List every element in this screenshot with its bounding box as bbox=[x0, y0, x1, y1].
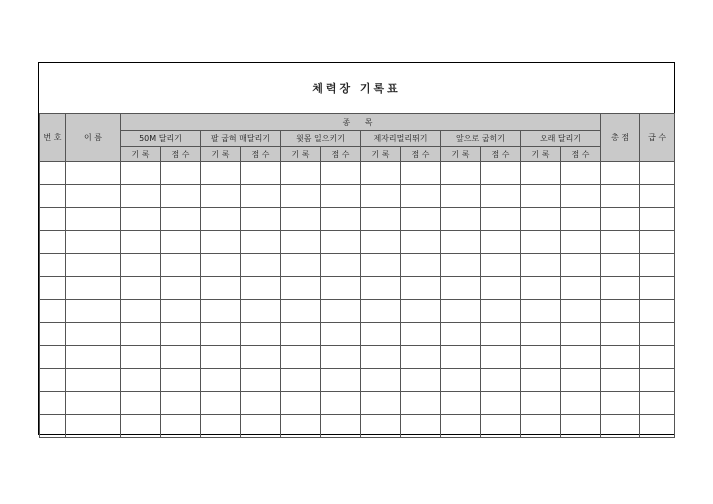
table-cell[interactable] bbox=[361, 346, 401, 369]
table-cell[interactable] bbox=[281, 231, 321, 254]
table-cell[interactable] bbox=[281, 369, 321, 392]
table-cell[interactable] bbox=[601, 277, 640, 300]
table-cell[interactable] bbox=[241, 346, 281, 369]
table-cell[interactable] bbox=[561, 415, 601, 438]
table-cell[interactable] bbox=[281, 300, 321, 323]
table-cell[interactable] bbox=[401, 277, 441, 300]
header-event: 제자리멀리뛰기 bbox=[361, 131, 441, 147]
table-cell[interactable] bbox=[441, 277, 481, 300]
table-cell[interactable] bbox=[121, 277, 161, 300]
table-cell[interactable] bbox=[561, 300, 601, 323]
table-cell[interactable] bbox=[201, 208, 241, 231]
table-row bbox=[40, 208, 675, 231]
table-cell[interactable] bbox=[521, 346, 561, 369]
table-cell[interactable] bbox=[281, 208, 321, 231]
table-cell[interactable] bbox=[201, 231, 241, 254]
table-cell[interactable] bbox=[161, 323, 201, 346]
table-cell[interactable] bbox=[40, 323, 66, 346]
table-cell[interactable] bbox=[601, 369, 640, 392]
table-cell[interactable] bbox=[481, 162, 521, 185]
table-cell[interactable] bbox=[161, 231, 201, 254]
table-cell[interactable] bbox=[441, 254, 481, 277]
table-cell[interactable] bbox=[481, 208, 521, 231]
table-cell[interactable] bbox=[361, 254, 401, 277]
table-cell[interactable] bbox=[201, 185, 241, 208]
table-cell[interactable] bbox=[321, 415, 361, 438]
table-cell[interactable] bbox=[40, 185, 66, 208]
table-cell[interactable] bbox=[601, 300, 640, 323]
table-cell[interactable] bbox=[601, 208, 640, 231]
header-score: 점 수 bbox=[321, 147, 361, 162]
table-cell[interactable] bbox=[640, 392, 675, 415]
header-score: 점 수 bbox=[561, 147, 601, 162]
header-score: 점 수 bbox=[161, 147, 201, 162]
table-cell[interactable] bbox=[161, 369, 201, 392]
sheet-title: 체력장 기록표 bbox=[312, 82, 401, 95]
table-cell[interactable] bbox=[640, 185, 675, 208]
table-cell[interactable] bbox=[481, 323, 521, 346]
table-cell[interactable] bbox=[201, 162, 241, 185]
table-cell[interactable] bbox=[601, 231, 640, 254]
table-cell[interactable] bbox=[361, 208, 401, 231]
table-cell[interactable] bbox=[281, 185, 321, 208]
table-cell[interactable] bbox=[321, 323, 361, 346]
table-cell[interactable] bbox=[601, 185, 640, 208]
table-cell[interactable] bbox=[40, 254, 66, 277]
table-cell[interactable] bbox=[521, 369, 561, 392]
table-cell[interactable] bbox=[321, 369, 361, 392]
table-cell[interactable] bbox=[361, 392, 401, 415]
table-cell[interactable] bbox=[401, 369, 441, 392]
table-cell[interactable] bbox=[521, 277, 561, 300]
table-cell[interactable] bbox=[481, 185, 521, 208]
table-cell[interactable] bbox=[40, 231, 66, 254]
table-cell[interactable] bbox=[401, 231, 441, 254]
table-cell[interactable] bbox=[561, 208, 601, 231]
table-cell[interactable] bbox=[161, 415, 201, 438]
header-score: 점 수 bbox=[481, 147, 521, 162]
table-cell[interactable] bbox=[441, 185, 481, 208]
header-event: 50M 달리기 bbox=[121, 131, 201, 147]
table-cell[interactable] bbox=[521, 254, 561, 277]
table-cell[interactable] bbox=[66, 323, 121, 346]
table-cell[interactable] bbox=[321, 185, 361, 208]
table-cell[interactable] bbox=[241, 231, 281, 254]
header-events-group: 종 목 bbox=[121, 114, 601, 131]
table-cell[interactable] bbox=[321, 208, 361, 231]
table-cell[interactable] bbox=[281, 162, 321, 185]
table-cell[interactable] bbox=[66, 369, 121, 392]
table-cell[interactable] bbox=[640, 300, 675, 323]
table-cell[interactable] bbox=[161, 392, 201, 415]
table-cell[interactable] bbox=[281, 392, 321, 415]
table-cell[interactable] bbox=[561, 162, 601, 185]
table-cell[interactable] bbox=[601, 162, 640, 185]
table-cell[interactable] bbox=[361, 415, 401, 438]
table-cell[interactable] bbox=[521, 300, 561, 323]
table-cell[interactable] bbox=[66, 346, 121, 369]
table-cell[interactable] bbox=[640, 254, 675, 277]
table-cell[interactable] bbox=[40, 346, 66, 369]
table-cell[interactable] bbox=[40, 277, 66, 300]
table-cell[interactable] bbox=[40, 415, 66, 438]
table-cell[interactable] bbox=[161, 185, 201, 208]
table-cell[interactable] bbox=[201, 254, 241, 277]
table-row bbox=[40, 392, 675, 415]
table-cell[interactable] bbox=[40, 392, 66, 415]
table-cell[interactable] bbox=[481, 300, 521, 323]
table-cell[interactable] bbox=[640, 231, 675, 254]
table-cell[interactable] bbox=[361, 162, 401, 185]
table-cell[interactable] bbox=[40, 162, 66, 185]
table-cell[interactable] bbox=[201, 392, 241, 415]
table-cell[interactable] bbox=[441, 369, 481, 392]
header-number: 번 호 bbox=[40, 114, 66, 162]
table-cell[interactable] bbox=[601, 415, 640, 438]
table-cell[interactable] bbox=[321, 392, 361, 415]
table-cell[interactable] bbox=[321, 231, 361, 254]
table-cell[interactable] bbox=[401, 346, 441, 369]
table-cell[interactable] bbox=[561, 231, 601, 254]
header-event: 윗몸 일으키기 bbox=[281, 131, 361, 147]
table-cell[interactable] bbox=[201, 277, 241, 300]
table-cell[interactable] bbox=[640, 277, 675, 300]
table-cell[interactable] bbox=[361, 300, 401, 323]
table-cell[interactable] bbox=[241, 185, 281, 208]
table-cell[interactable] bbox=[121, 254, 161, 277]
table-cell[interactable] bbox=[321, 346, 361, 369]
table-cell[interactable] bbox=[561, 346, 601, 369]
table-cell[interactable] bbox=[281, 415, 321, 438]
table-cell[interactable] bbox=[401, 415, 441, 438]
table-cell[interactable] bbox=[321, 254, 361, 277]
table-cell[interactable] bbox=[40, 369, 66, 392]
table-cell[interactable] bbox=[361, 185, 401, 208]
table-cell[interactable] bbox=[401, 208, 441, 231]
table-row bbox=[40, 231, 675, 254]
table-cell[interactable] bbox=[161, 300, 201, 323]
header-record: 기 록 bbox=[521, 147, 561, 162]
table-cell[interactable] bbox=[201, 346, 241, 369]
table-cell[interactable] bbox=[521, 231, 561, 254]
table-cell[interactable] bbox=[481, 231, 521, 254]
table-cell[interactable] bbox=[121, 415, 161, 438]
table-cell[interactable] bbox=[66, 415, 121, 438]
table-cell[interactable] bbox=[601, 323, 640, 346]
table-cell[interactable] bbox=[241, 254, 281, 277]
header-record: 기 록 bbox=[441, 147, 481, 162]
table-cell[interactable] bbox=[401, 162, 441, 185]
table-cell[interactable] bbox=[441, 162, 481, 185]
table-cell[interactable] bbox=[601, 392, 640, 415]
header-record: 기 록 bbox=[121, 147, 161, 162]
header-record: 기 록 bbox=[281, 147, 321, 162]
table-cell[interactable] bbox=[561, 369, 601, 392]
table-cell[interactable] bbox=[121, 323, 161, 346]
table-cell[interactable] bbox=[241, 415, 281, 438]
table-cell[interactable] bbox=[640, 415, 675, 438]
table-cell[interactable] bbox=[241, 323, 281, 346]
table-cell[interactable] bbox=[161, 277, 201, 300]
table-cell[interactable] bbox=[441, 415, 481, 438]
table-cell[interactable] bbox=[401, 323, 441, 346]
table-cell[interactable] bbox=[201, 323, 241, 346]
table-cell[interactable] bbox=[241, 392, 281, 415]
table-cell[interactable] bbox=[121, 392, 161, 415]
table-cell[interactable] bbox=[561, 185, 601, 208]
table-cell[interactable] bbox=[481, 346, 521, 369]
table-cell[interactable] bbox=[601, 254, 640, 277]
table-cell[interactable] bbox=[66, 185, 121, 208]
table-cell[interactable] bbox=[281, 323, 321, 346]
table-cell[interactable] bbox=[441, 208, 481, 231]
table-cell[interactable] bbox=[481, 415, 521, 438]
table-cell[interactable] bbox=[66, 162, 121, 185]
table-cell[interactable] bbox=[281, 277, 321, 300]
table-cell[interactable] bbox=[241, 162, 281, 185]
table-cell[interactable] bbox=[640, 162, 675, 185]
table-cell[interactable] bbox=[241, 277, 281, 300]
table-cell[interactable] bbox=[640, 369, 675, 392]
header-event: 앞으로 굽히기 bbox=[441, 131, 521, 147]
table-cell[interactable] bbox=[241, 300, 281, 323]
table-row bbox=[40, 415, 675, 438]
table-cell[interactable] bbox=[161, 346, 201, 369]
table-cell[interactable] bbox=[121, 231, 161, 254]
table-cell[interactable] bbox=[281, 254, 321, 277]
table-cell[interactable] bbox=[321, 277, 361, 300]
table-cell[interactable] bbox=[66, 300, 121, 323]
table-cell[interactable] bbox=[521, 185, 561, 208]
table-cell[interactable] bbox=[640, 323, 675, 346]
table-cell[interactable] bbox=[241, 369, 281, 392]
table-cell[interactable] bbox=[161, 254, 201, 277]
table-cell[interactable] bbox=[201, 300, 241, 323]
table-row bbox=[40, 369, 675, 392]
header-grade: 급 수 bbox=[640, 114, 675, 162]
table-cell[interactable] bbox=[161, 208, 201, 231]
table-cell[interactable] bbox=[561, 392, 601, 415]
header-record: 기 록 bbox=[201, 147, 241, 162]
table-row bbox=[40, 323, 675, 346]
table-cell[interactable] bbox=[201, 369, 241, 392]
header-score: 점 수 bbox=[401, 147, 441, 162]
table-cell[interactable] bbox=[40, 208, 66, 231]
table-cell[interactable] bbox=[121, 208, 161, 231]
table-cell[interactable] bbox=[521, 323, 561, 346]
table-cell[interactable] bbox=[121, 300, 161, 323]
record-sheet bbox=[38, 62, 675, 435]
table-cell[interactable] bbox=[66, 208, 121, 231]
table-cell[interactable] bbox=[121, 346, 161, 369]
table-cell[interactable] bbox=[66, 392, 121, 415]
table-cell[interactable] bbox=[321, 300, 361, 323]
table-cell[interactable] bbox=[441, 231, 481, 254]
table-cell[interactable] bbox=[441, 300, 481, 323]
table-cell[interactable] bbox=[361, 231, 401, 254]
header-score: 점 수 bbox=[241, 147, 281, 162]
table-cell[interactable] bbox=[66, 231, 121, 254]
table-cell[interactable] bbox=[401, 254, 441, 277]
table-cell[interactable] bbox=[361, 277, 401, 300]
table-cell[interactable] bbox=[281, 346, 321, 369]
header-record: 기 록 bbox=[361, 147, 401, 162]
table-cell[interactable] bbox=[521, 208, 561, 231]
table-cell[interactable] bbox=[521, 392, 561, 415]
table-cell[interactable] bbox=[40, 300, 66, 323]
table-cell[interactable] bbox=[441, 392, 481, 415]
table-cell[interactable] bbox=[201, 415, 241, 438]
table-cell[interactable] bbox=[321, 162, 361, 185]
table-cell[interactable] bbox=[561, 323, 601, 346]
table-cell[interactable] bbox=[121, 369, 161, 392]
table-cell[interactable] bbox=[361, 323, 401, 346]
table-cell[interactable] bbox=[441, 346, 481, 369]
table-cell[interactable] bbox=[401, 185, 441, 208]
table-cell[interactable] bbox=[66, 277, 121, 300]
table-cell[interactable] bbox=[361, 369, 401, 392]
header-name: 이 름 bbox=[66, 114, 121, 162]
table-cell[interactable] bbox=[401, 300, 441, 323]
header-event: 팔 굽혀 매달리기 bbox=[201, 131, 281, 147]
table-cell[interactable] bbox=[66, 254, 121, 277]
table-row bbox=[40, 277, 675, 300]
header-event: 오래 달리기 bbox=[521, 131, 601, 147]
table-cell[interactable] bbox=[241, 208, 281, 231]
table-cell[interactable] bbox=[481, 277, 521, 300]
table-cell[interactable] bbox=[640, 208, 675, 231]
table-cell[interactable] bbox=[481, 369, 521, 392]
table-cell[interactable] bbox=[601, 346, 640, 369]
records-table bbox=[39, 113, 675, 438]
table-cell[interactable] bbox=[481, 254, 521, 277]
table-cell[interactable] bbox=[561, 277, 601, 300]
table-cell[interactable] bbox=[481, 392, 521, 415]
table-cell[interactable] bbox=[521, 415, 561, 438]
table-row bbox=[40, 300, 675, 323]
table-cell[interactable] bbox=[121, 162, 161, 185]
table-cell[interactable] bbox=[441, 323, 481, 346]
table-cell[interactable] bbox=[401, 392, 441, 415]
table-cell[interactable] bbox=[121, 185, 161, 208]
table-cell[interactable] bbox=[161, 162, 201, 185]
table-row bbox=[40, 254, 675, 277]
table-cell[interactable] bbox=[521, 162, 561, 185]
table-row bbox=[40, 346, 675, 369]
header-total: 총 점 bbox=[601, 114, 640, 162]
table-row bbox=[40, 185, 675, 208]
table-cell[interactable] bbox=[561, 254, 601, 277]
table-cell[interactable] bbox=[640, 346, 675, 369]
table-row bbox=[40, 162, 675, 185]
